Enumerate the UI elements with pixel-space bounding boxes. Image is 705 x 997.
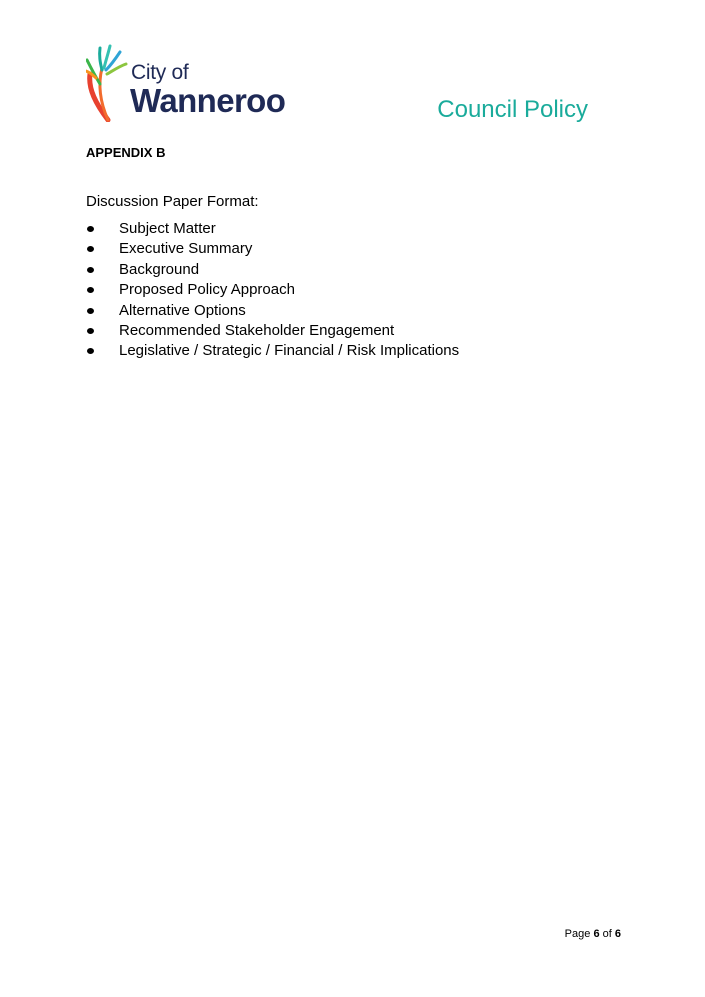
list-item xyxy=(86,280,459,300)
page-number xyxy=(565,928,621,940)
current-page: 6 xyxy=(593,928,600,940)
document-type-title: Council Policy xyxy=(437,96,588,123)
list-item-text: Proposed Policy Approach xyxy=(119,281,295,299)
bullet-icon xyxy=(87,287,94,293)
appendix-heading: APPENDIX B xyxy=(86,145,166,160)
list-item-text: Legislative / Strategic / Financial / Risk Implications xyxy=(119,342,460,360)
list-item xyxy=(86,219,459,239)
intro-text: Discussion Paper Format: xyxy=(86,193,259,210)
bullet-icon xyxy=(87,267,94,273)
logo-mark-icon xyxy=(86,44,132,122)
page-word: Page xyxy=(564,928,591,940)
total-pages: 6 xyxy=(614,928,621,940)
list-item-text: Executive Summary xyxy=(119,240,253,258)
bullet-icon xyxy=(87,308,94,314)
list-item-text: Alternative Options xyxy=(119,301,246,319)
list-item xyxy=(86,321,459,341)
bullet-list xyxy=(86,219,459,362)
list-item xyxy=(86,341,459,361)
bullet-icon xyxy=(87,328,94,334)
list-item xyxy=(86,260,459,280)
list-item-text: Recommended Stakeholder Engagement xyxy=(119,321,395,339)
logo-text-wanneroo: Wanneroo xyxy=(130,82,286,119)
bullet-icon xyxy=(87,246,94,252)
list-item-text: Subject Matter xyxy=(119,220,216,237)
list-item xyxy=(86,239,459,259)
bullet-icon xyxy=(87,348,94,354)
list-item xyxy=(86,301,459,321)
list-item-text: Background xyxy=(119,260,200,278)
city-of-wanneroo-logo xyxy=(86,44,301,124)
bullet-icon xyxy=(87,226,94,232)
of-word: of xyxy=(602,928,612,940)
logo-text-city-of: City of xyxy=(131,61,189,84)
